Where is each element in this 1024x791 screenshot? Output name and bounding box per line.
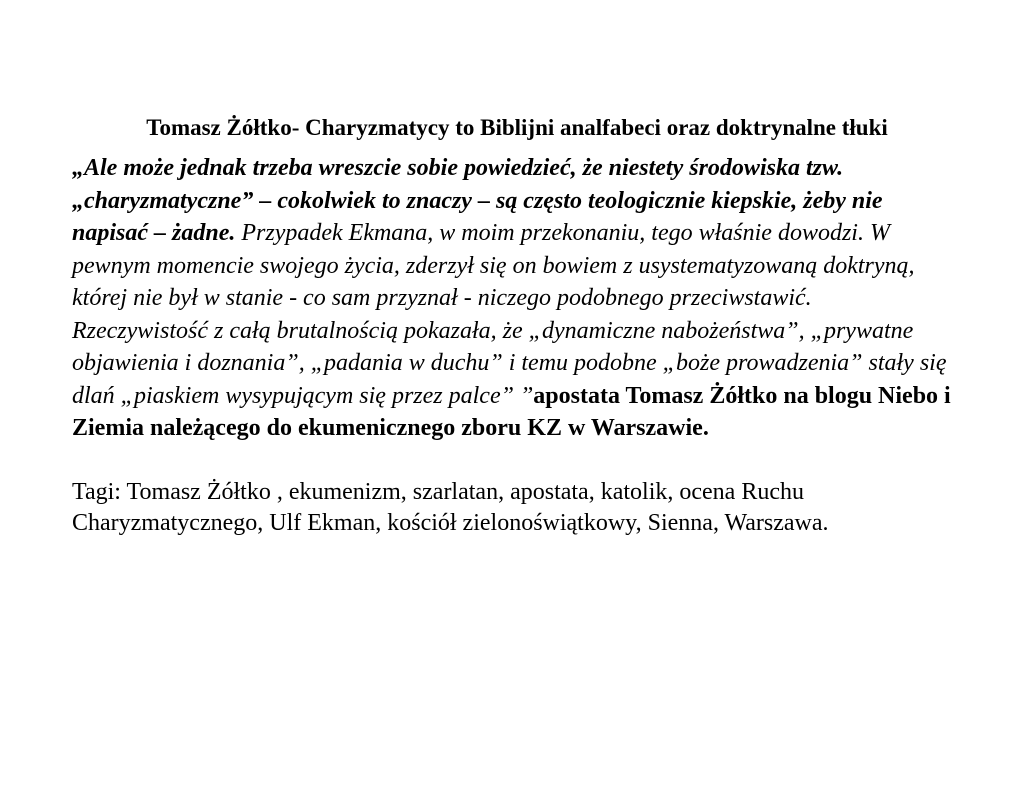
quote-attribution: apostata Tomasz Żółtko na blogu Niebo i Ziemia należącego do ekumenicznego zboru KZ w Warszawie. [72,382,951,441]
quote-body: Przypadek Ekmana, w moim przekonaniu, tego właśnie dowodzi. W pewnym momencie swojego życia, zderzył się on bowiem z usystematyzowaną doktryną, której nie był w stanie - co sam przyznał - niczego podobnego przeciwstawić. Rzeczywistość z całą brutalnością pokazała, że „dynamiczne nabożeństwa”, „prywatne objawienia i doznania”, „padania w duchu” i temu podobne „boże prowadzenia” stały się dlań „piaskiem wysypującym się przez palce” [72,220,947,409]
document-title: Tomasz Żółtko- Charyzmatycy to Biblijni analfabeci oraz doktrynalne tłuki [146,115,888,140]
quote-lead: „Ale może jednak trzeba wreszcie sobie powiedzieć, że niestety środowiska tzw. „charyzmatyczne” – cokolwiek to znaczy – są często teologicznie kiepskie, żeby nie napisać – żadne. [72,155,883,246]
quote-closing-mark: ” [519,382,534,409]
quote-paragraph [72,152,952,445]
document-page [72,112,952,539]
tags-paragraph: Tagi: Tomasz Żółtko , ekumenizm, szarlatan, apostata, katolik, ocena Ruchu Charyzmatycznego, Ulf Ekman, kościół zielonoświątkowy, Sienna, Warszawa. [72,478,829,536]
